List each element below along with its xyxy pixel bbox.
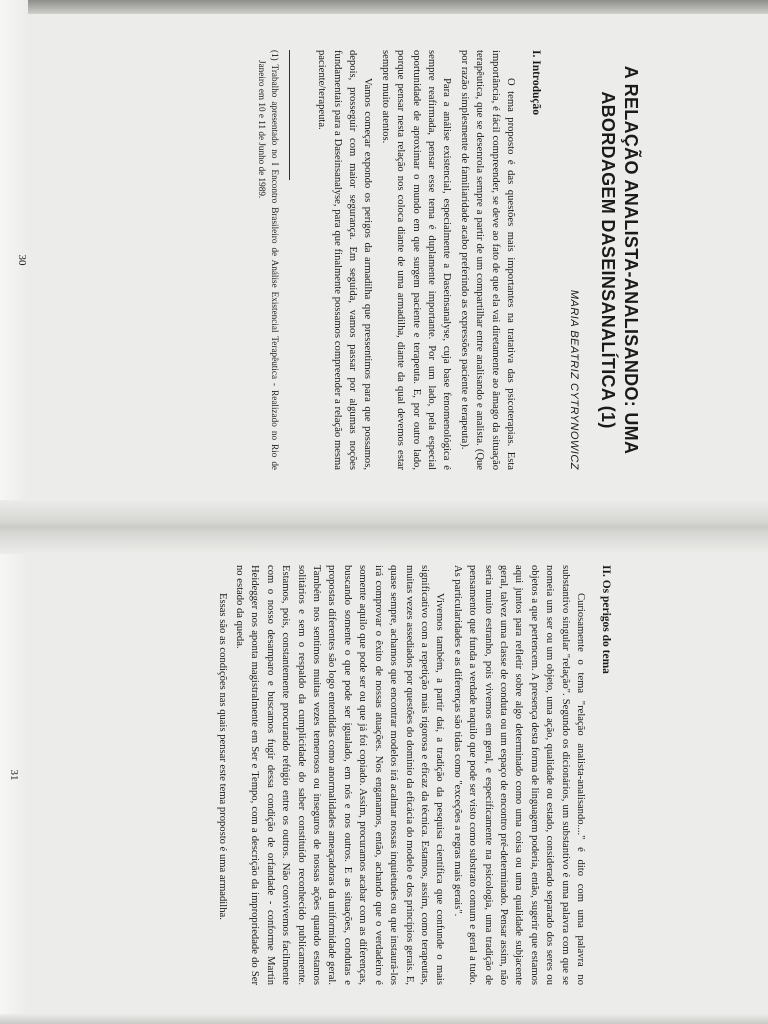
page-31: [2, 555, 642, 995]
page-number: 31: [8, 769, 20, 781]
footnote: (1) Trabalho apresentado no I Encontro Brasileiro de Análise Existencial Terapêutica - Realizado no Rio de Janeiro em 10 e 11 de Junho de 1989.: [257, 50, 280, 470]
paragraph: Vivemos também, a partir daí, a tradição da pesquisa científica que confunde o mais significativo com a repetição mais rigorosa e eficaz da técnica. Estamos, assim, como terapeutas, muitas vezes assediados por questões do domínio da eficácia do modelo e dos princípios gerais. E, quase sempre, achamos que encontrar modelos irá acalmar nossas inquietudes ou que instaurá-los irá comprovar o êxito de nossas atuações. Nos enganamos, então, achando que o verdadeiro é somente aquilo que pode ser ou que já foi copiado. Assim, procuramos acabar com as diferenças, buscando somente o que pode ser igualado, em nós e nos outros. E as situações, condutas e propostas diferentes são logo entendidas como anormalidades ameaçadoras da uniformidade geral. Também nos sentimos muitas vezes temerosos ou inseguros de nossas ações quando estamos solitários e sem o respaldo da cumplicidade do saber constituído reconhecido publicamente. Estamos, pois, constantemente procurando refúgio entre os outros. Não convivemos facilmente com o nosso desamparo e buscamos fugir dessa condição de orfandade - conforme Martin Heidegger nos aponta magistralmente em Ser e Tempo, com a descrição da impropriedade do Ser no estado da queda.: [234, 565, 446, 985]
paragraph: Essas são as condições nas quais pensar este tema proposto é uma armadilha.: [216, 593, 228, 920]
article-title: A RELAÇÃO ANALISTA-ANALISANDO: UMA ABORDAGEM DASEINSANALÍTICA (1): [598, 65, 641, 455]
scanner-shadow-bottom: [0, 1014, 768, 1024]
page-30-body: [256, 40, 650, 480]
scanner-shadow-top: [0, 0, 768, 14]
section-heading-perigos: II. Os perigos do tema: [600, 565, 612, 674]
footnote-divider: [289, 50, 290, 180]
page-31-body: [214, 555, 642, 995]
paragraph: Curiosamente o tema "relação analista-analisando...." é dito com uma palavra no substantivo singular "relação". Segundo os dicionários, um substantivo é uma palavra com que se nomeia um ser ou um objeto, uma ação, qualidade ou estado, considerado separado dos seres ou objetos a que pertencem. A presença desta forma de linguagem poderia, então, sugerir que estamos aqui juntos para refletir sobre algo determinado como uma coisa ou uma qualidade subjacente geral, talvez uma classe de conduta ou um espaço de encontro pré-determinado. Pensar assim, não seria muito estranho, pois vivemos em geral, e especificamente na psicologia, uma tradição de pensamento que funda a verdade naquilo que pode ser visto como substrato comum e geral a tudo. As particularidades e as diferenças são tidas como "exceções a regras mais gerais".: [451, 565, 586, 985]
page-number: 30: [16, 254, 28, 266]
paragraph: Para a análise existencial, especialmente a Daseinsanalyse, cuja base fenomenológica é sempre reafirmada, pensar esse tema é duplamente importante. Por um lado, pela especial oportunidade de aproximar o mundo em que surgem paciente e terapeuta. E, por outro lado, porque pensar nesta relação nos coloca diante de uma armadilha, diante da qual devemos estar sempre muito atentos.: [379, 50, 453, 470]
article-author: MARIA BEATRIZ CYTRYNOWICZ: [568, 289, 580, 470]
paragraph: Vamos começar expondo os perigos da armadilha que pressentimos para que possamos, depois, prosseguir com maior segurança. Em seguida, vamos passar por algumas noções fundamentais para a Daseinsanalyse, para que finalmente possamos compreender a relação mesma paciente/terapeuta.: [316, 50, 374, 470]
paragraph: O tema proposto é das questões mais importantes na tratativa das psicoterapias. Esta importância, é fácil compreender, se deve ao fato de que ela vai diretamente ao âmago da situação terapêutica, que se desenrola sempre a partir de um compartilhar entre analisando e analista. (Que por razão simplesmente de familiaridade acabo preferindo as expressões paciente e terapeuta).: [458, 50, 516, 470]
book-gutter: [0, 500, 768, 554]
page-30: [10, 40, 650, 480]
section-heading-introducao: I. Introdução: [530, 50, 542, 115]
